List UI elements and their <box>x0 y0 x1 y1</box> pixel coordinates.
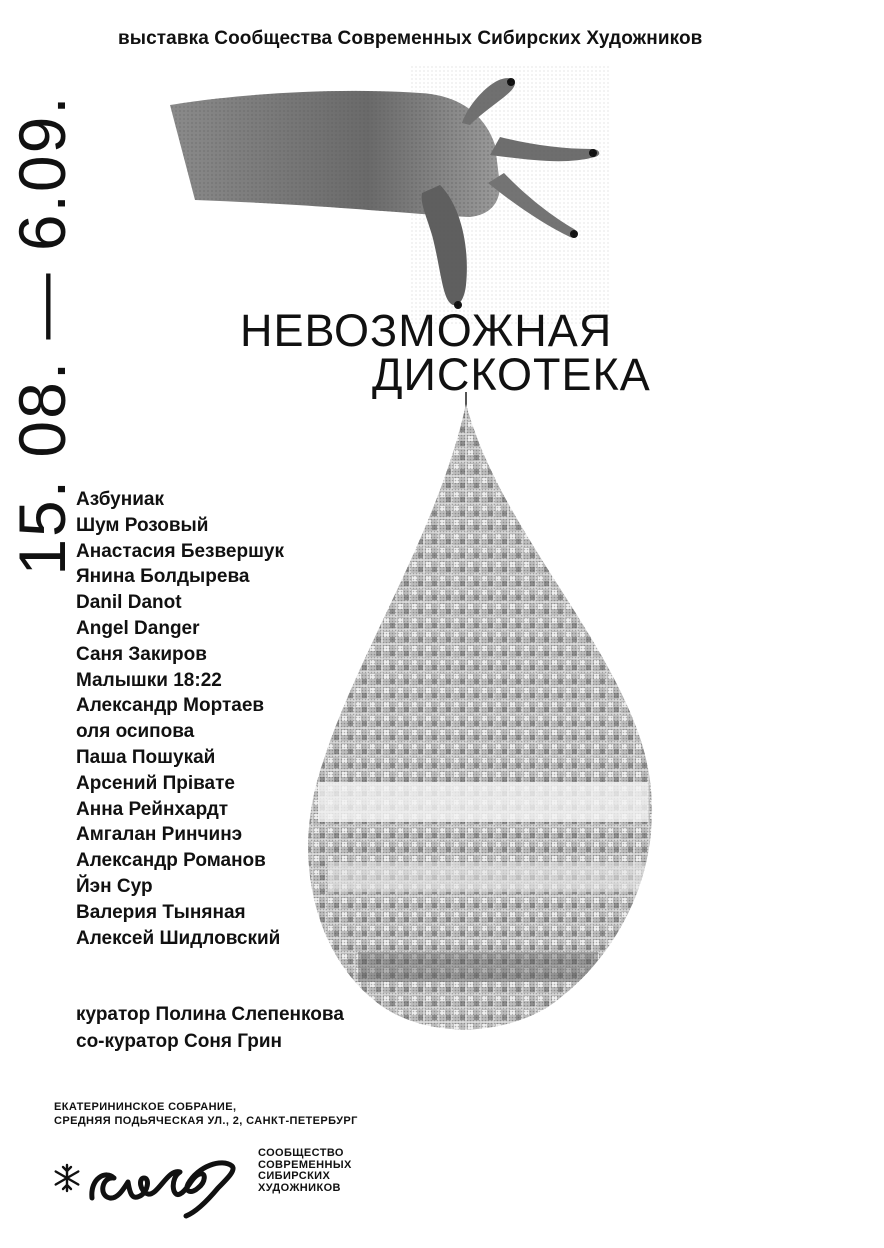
title-line-2: ДИСКОТЕКА <box>372 349 651 400</box>
artist-name: оля осипова <box>76 721 195 743</box>
exhibition-title <box>0 300 884 400</box>
artist-name: Angel Danger <box>76 617 200 639</box>
artist-name: Амгалан Ринчинэ <box>76 824 243 846</box>
credits <box>76 1001 344 1055</box>
organization-name <box>258 1148 352 1194</box>
title-line-1: НЕВОЗМОЖНАЯ <box>240 305 613 356</box>
artist-name: Арсений Прівате <box>76 772 235 794</box>
artist-name: Анна Рейнхардт <box>76 798 229 820</box>
signature-logo <box>88 1148 238 1220</box>
disco-drop-illustration <box>298 392 668 1047</box>
cocurator-credit: со-куратор Соня Грин <box>76 1031 283 1052</box>
artist-name: Алексей Шидловский <box>76 927 281 949</box>
snowflake-icon <box>52 1163 82 1193</box>
artist-name: Анастасия Безвершук <box>76 540 284 562</box>
artist-name: Малышки 18:22 <box>76 669 222 691</box>
artist-name: Йэн Сур <box>76 875 153 897</box>
artist-name: Паша Пошукай <box>76 746 216 768</box>
org-line-2: СОВРЕМЕННЫХ <box>258 1158 352 1171</box>
artist-name: Янина Болдырева <box>76 566 250 588</box>
artist-name: Danil Danot <box>76 592 182 614</box>
hand-illustration <box>170 65 610 325</box>
curator-credit: куратор Полина Слепенкова <box>76 1004 344 1025</box>
org-line-1: СООБЩЕСТВО <box>258 1147 344 1159</box>
artist-name: Шум Розовый <box>76 514 209 536</box>
exhibition-subtitle: выставка Сообщества Современных Сибирских Художников <box>118 28 703 49</box>
artist-name: Азбуниак <box>76 489 164 510</box>
artist-name: Саня Закиров <box>76 643 207 665</box>
venue-line-1: ЕКАТЕРИНИНСКОЕ СОБРАНИЕ, <box>54 1101 237 1113</box>
venue-line-2: СРЕДНЯЯ ПОДЬЯЧЕСКАЯ УЛ., 2, САНКТ-ПЕТЕРБУРГ <box>54 1115 358 1127</box>
venue-address <box>54 1100 358 1128</box>
org-line-3: СИБИРСКИХ <box>258 1170 331 1182</box>
artist-name: Александр Романов <box>76 850 266 872</box>
artist-name: Валерия Тыняная <box>76 901 246 923</box>
artists-list <box>76 487 284 951</box>
org-line-4: ХУДОЖНИКОВ <box>258 1181 341 1194</box>
artist-name: Александр Мортаев <box>76 695 265 717</box>
dates-text: 15. 08. — 6.09. <box>5 94 79 576</box>
